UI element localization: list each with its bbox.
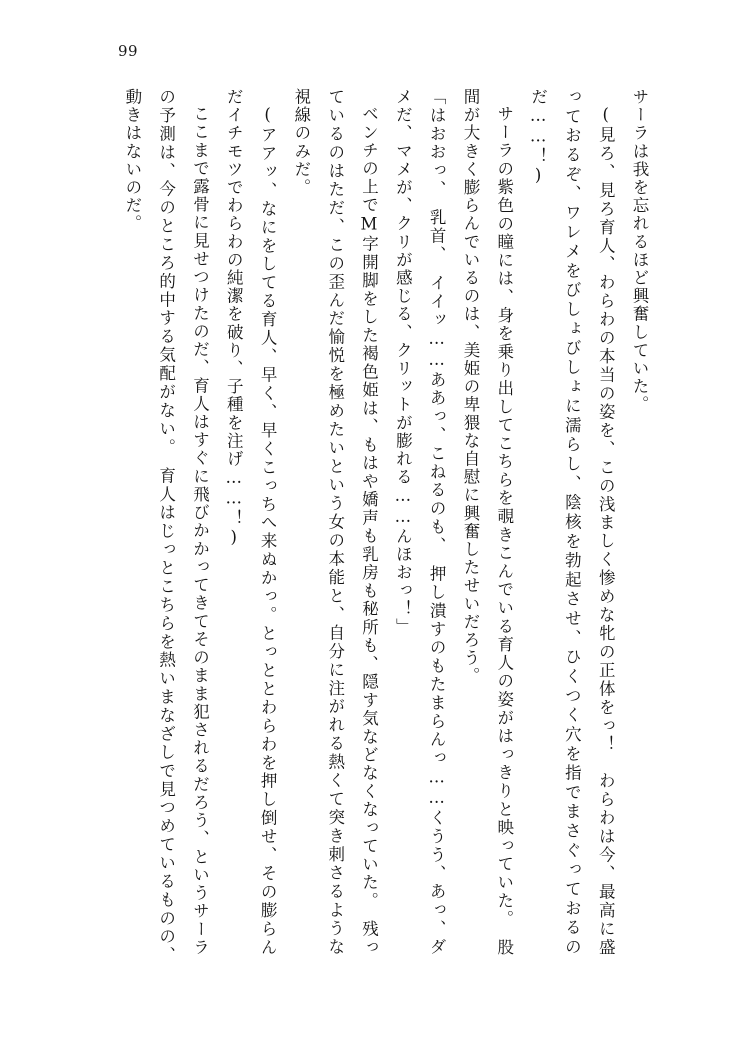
paragraph: サーラの紫色の瞳には、身を乗り出してこちらを覗きこんでいる育人の姿がはっきりと映っていた。 股間が大きく膨らんでいるのは、美姫の卑猥な自慰に興奮したせいだろう。 [460, 88, 514, 956]
paragraph: (アアッ、なにをしてる育人、早く、早くこっちへ来ぬかっ。とっととわらわを押し倒せ、その膨らんだイチモツでわらわの純潔を破り、子種を注げ……！) [224, 88, 278, 956]
paragraph: サーラは我を忘れるほど興奮していた。 [630, 88, 649, 414]
paragraph: 「はおおっ、 乳首、 イイッ……ああっ、こねるのも、 押し潰すのもたまらんっ……くうう、あっ、ダメだ、マメが、クリが感じる、クリットが膨れる……んほおっ！」 [393, 88, 447, 956]
paragraph: (見ろ、見ろ育人、わらわの本当の姿を、この浅ましく惨めな牝の正体をっ！ わらわは今、最高に盛っておるぞ、ワレメをびしょびしょに濡らし、陰核を勃起させ、ひくつく穴を指でまさぐっておるのだ……！) [528, 88, 616, 956]
paragraph: ここまで露骨に見せつけたのだ、育人はすぐに飛びかかってきてそのまま犯されるだろう、というサーラの予測は、今のところ的中する気配がない。 育人はじっとこちらを熱いまなざしで見つめているものの、 動きはないのだ。 [122, 88, 210, 975]
paragraph: ベンチの上でM字開脚をした褐色姫は、もはや嬌声も乳房も秘所も、隠す気などなくなっていた。 残っているのはただ、この歪んだ愉悦を極めたいという女の本能と、自分に注がれる熱くて突き刺さるような視線のみだ。 [291, 88, 379, 956]
page-number: 99 [118, 42, 139, 60]
body-text-block [96, 88, 656, 975]
